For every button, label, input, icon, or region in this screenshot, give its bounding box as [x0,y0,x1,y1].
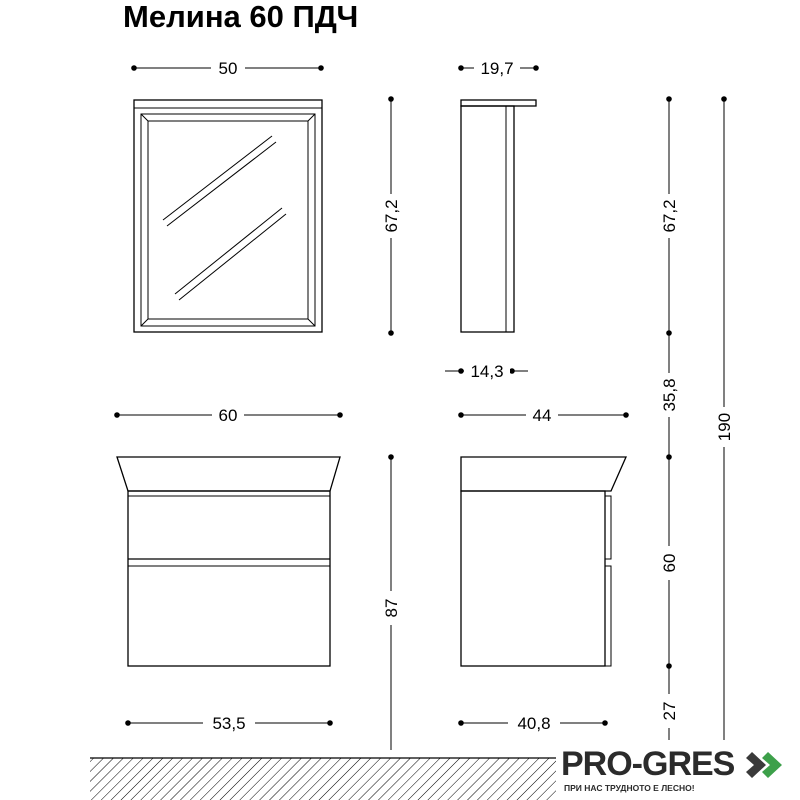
dim-mirror-depth: 19,7 [480,59,514,78]
dim-total-height: 190 [715,412,734,442]
dim-gap-between: 35,8 [660,378,679,412]
logo-slogan: ПРИ НАС ТРУДНОТО Е ЛЕСНО! [564,783,695,793]
mirror-cabinet-side [461,100,536,332]
dim-cabinet-height-front: 87 [382,598,401,618]
logo-brand: PRO-GRES [561,745,735,783]
vanity-side [461,457,626,666]
dim-mirror-height-front: 67,2 [382,199,401,233]
mirror-cabinet-front [134,100,322,332]
dim-floor-clearance: 27 [660,701,679,721]
dimension-labels [203,58,734,733]
dim-cabinet-width: 53,5 [212,714,246,733]
dim-mirror-height-side: 67,2 [660,199,679,233]
dim-cabinet-depth: 40,8 [517,714,551,733]
dim-cabinet-height-side: 60 [660,553,679,573]
vanity-front [117,457,340,666]
dim-mirror-width: 50 [218,59,238,78]
dim-mirror-inner-depth: 14,3 [470,362,504,381]
dim-basin-width: 60 [218,406,238,425]
pro-gres-logo [556,740,800,800]
dim-basin-depth: 44 [532,406,552,425]
dimension-lines [114,65,727,750]
product-title: Мелина 60 ПДЧ [123,0,359,34]
